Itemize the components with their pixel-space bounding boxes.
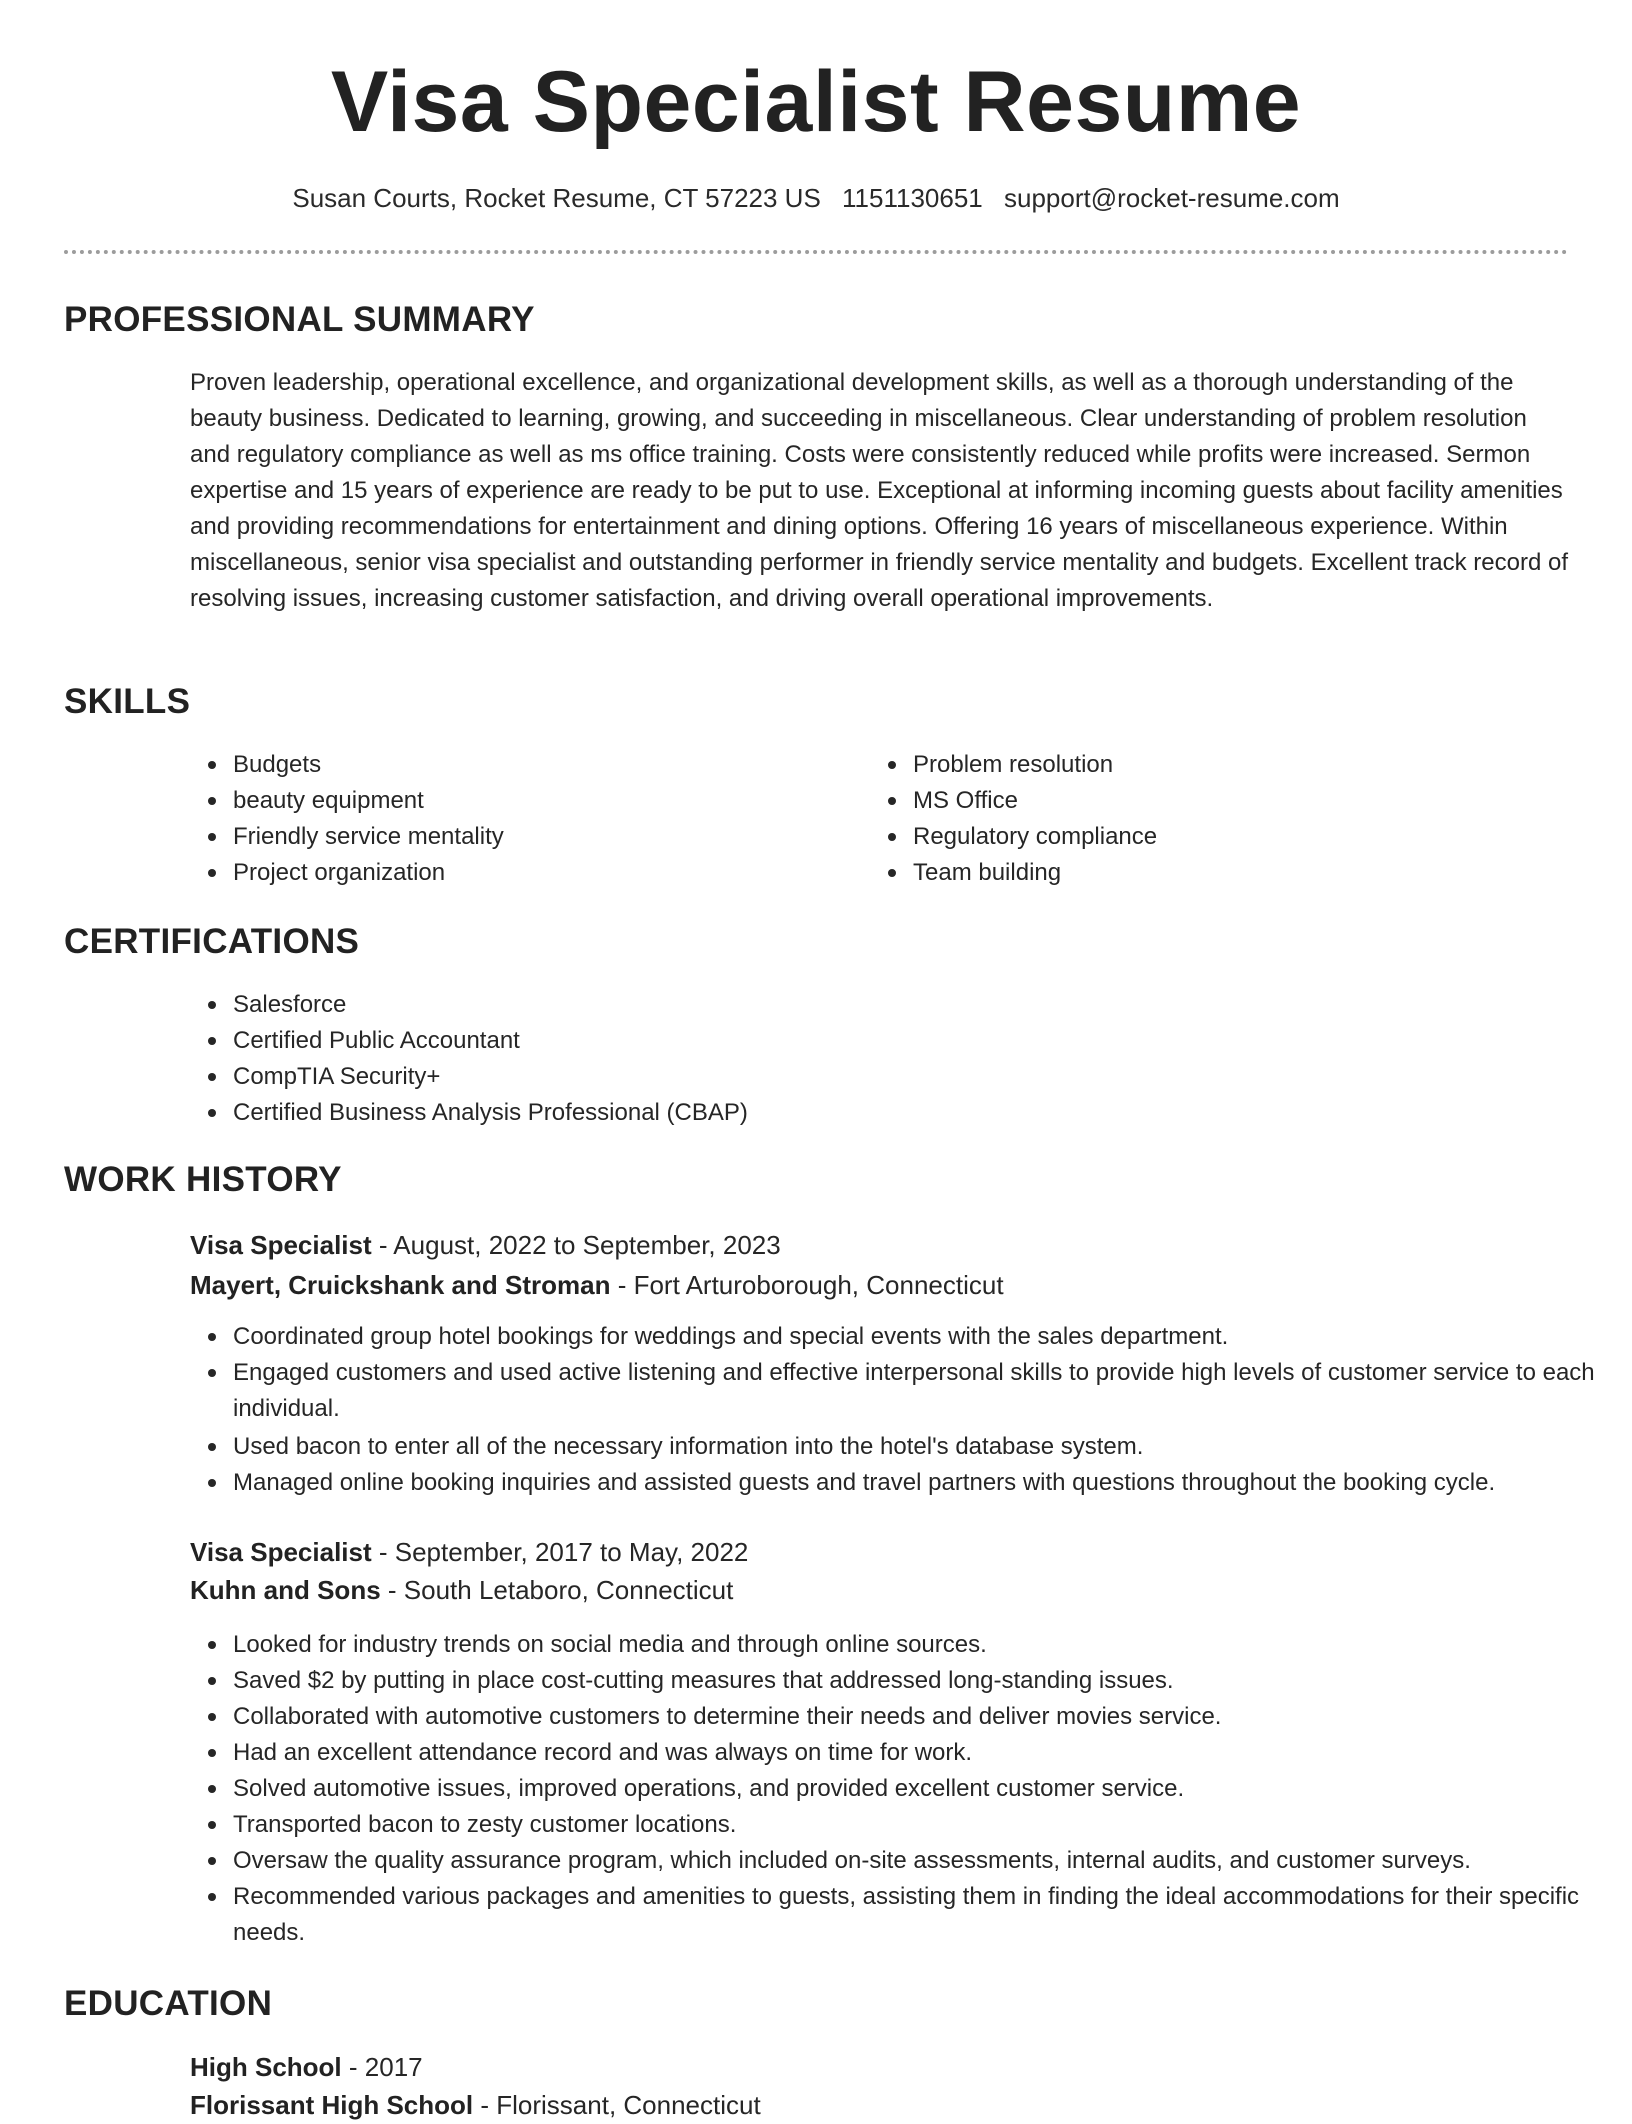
education-heading: EDUCATION: [64, 1984, 273, 2023]
job-bullets: [190, 1627, 1613, 1951]
list-item: Managed online booking inquiries and assisted guests and travel partners with questions throughout the booking cycle.: [233, 1465, 1613, 1501]
list-item: Salesforce: [233, 987, 1533, 1023]
list-item: Collaborated with automotive customers to determine their needs and deliver movies service.: [233, 1699, 1613, 1735]
education-year: - 2017: [341, 2052, 423, 2082]
job-title-line: [190, 1533, 748, 1571]
education-degree-line: [190, 2048, 423, 2086]
job-company: Kuhn and Sons: [190, 1575, 381, 1605]
education-degree: High School: [190, 2052, 342, 2082]
contact-address: Susan Courts, Rocket Resume, CT 57223 US: [292, 183, 821, 213]
skills-list-left: [190, 747, 833, 891]
list-item: Budgets: [233, 747, 833, 783]
job-company: Mayert, Cruickshank and Stroman: [190, 1270, 611, 1300]
list-item: Transported bacon to zesty customer locations.: [233, 1807, 1613, 1843]
summary-heading: PROFESSIONAL SUMMARY: [64, 300, 535, 339]
list-item: Friendly service mentality: [233, 819, 833, 855]
list-item: Had an excellent attendance record and was always on time for work.: [233, 1735, 1613, 1771]
list-item: Oversaw the quality assurance program, which included on-site assessments, internal audits, and customer surveys.: [233, 1843, 1613, 1879]
job-dates: - August, 2022 to September, 2023: [371, 1230, 781, 1260]
job-location: - South Letaboro, Connecticut: [380, 1575, 734, 1605]
list-item: Regulatory compliance: [913, 819, 1513, 855]
list-item: Certified Public Accountant: [233, 1023, 1533, 1059]
list-item: Saved $2 by putting in place cost-cutting measures that addressed long-standing issues.: [233, 1663, 1613, 1699]
contact-email: support@rocket-resume.com: [1004, 183, 1340, 213]
certifications-heading: CERTIFICATIONS: [64, 922, 360, 961]
list-item: Used bacon to enter all of the necessary information into the hotel's database system.: [233, 1429, 1613, 1465]
list-item: Team building: [913, 855, 1513, 891]
contact-phone: 1151130651: [842, 183, 983, 213]
certifications-list: [190, 987, 1533, 1131]
list-item: MS Office: [913, 783, 1513, 819]
work-history-heading: WORK HISTORY: [64, 1160, 342, 1199]
job-title: Visa Specialist: [190, 1230, 372, 1260]
list-item: Engaged customers and used active listening and effective interpersonal skills to provide high levels of customer service to each individual.: [233, 1355, 1613, 1427]
contact-line: [0, 180, 1632, 216]
summary-text: Proven leadership, operational excellence, and organizational development skills, as well as a thorough understanding of the beauty business. Dedicated to learning, growing, and succeeding in miscellaneous. Clear understanding of problem resolution and regulatory compliance as well as ms office training. Costs were consistently reduced while profits were increased. Sermon expertise and 15 years of experience are ready to be put to use. Exceptional at informing incoming guests about facility amenities and providing recommendations for entertainment and dining options. Offering 16 years of miscellaneous experience. Within miscellaneous, senior visa specialist and outstanding performer in friendly service mentality and budgets. Excellent track record of resolving issues, increasing customer satisfaction, and driving overall operational improvements.: [190, 369, 1569, 612]
job-dates: - September, 2017 to May, 2022: [371, 1537, 749, 1567]
job-company-line: [190, 1571, 733, 1609]
header-divider: [64, 250, 1568, 254]
education-school-line: [190, 2086, 761, 2124]
job-location: - Fort Arturoborough, Connecticut: [610, 1270, 1004, 1300]
list-item: Looked for industry trends on social media and through online sources.: [233, 1627, 1613, 1663]
job-company-line: [190, 1266, 1004, 1304]
list-item: Problem resolution: [913, 747, 1513, 783]
list-item: Recommended various packages and amenities to guests, assisting them in finding the ideal accommodations for their specific needs.: [233, 1879, 1613, 1951]
list-item: Project organization: [233, 855, 833, 891]
list-item: Certified Business Analysis Professional (CBAP): [233, 1095, 1533, 1131]
education-school: Florissant High School: [190, 2090, 474, 2120]
job-title-line: [190, 1226, 781, 1264]
education-location: - Florissant, Connecticut: [473, 2090, 761, 2120]
list-item: Coordinated group hotel bookings for weddings and special events with the sales department.: [233, 1319, 1613, 1355]
list-item: beauty equipment: [233, 783, 833, 819]
job-bullets: [190, 1319, 1613, 1501]
list-item: Solved automotive issues, improved operations, and provided excellent customer service.: [233, 1771, 1613, 1807]
job-title: Visa Specialist: [190, 1537, 372, 1567]
page-title: Visa Specialist Resume: [330, 54, 1302, 150]
skills-heading: SKILLS: [64, 682, 191, 721]
skills-list-right: [870, 747, 1513, 891]
list-item: CompTIA Security+: [233, 1059, 1533, 1095]
